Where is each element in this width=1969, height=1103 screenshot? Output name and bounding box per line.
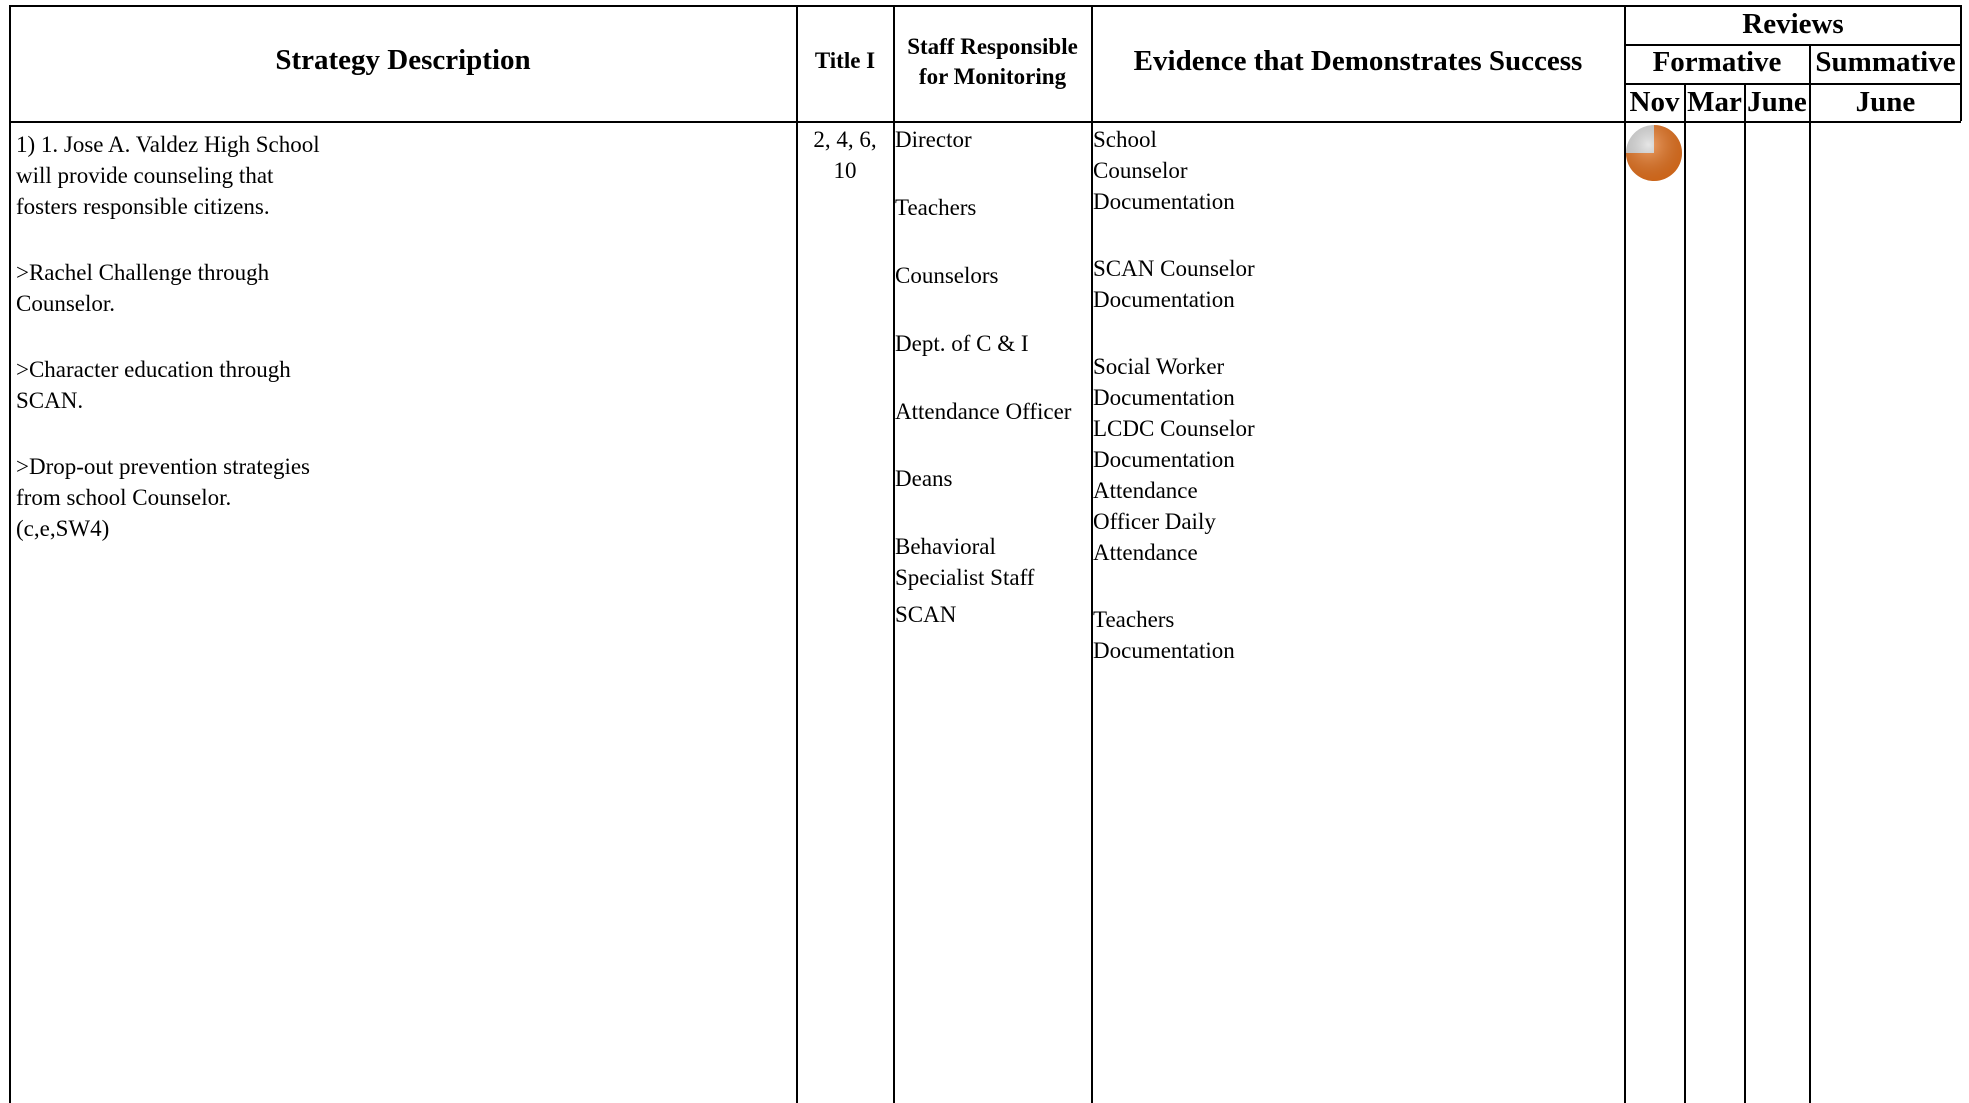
evidence-line: Counselor [1093,158,1188,183]
header-mar [1685,87,1744,119]
header-title-i [797,48,893,73]
header-bottom-border [9,121,1961,123]
staff-item: Director [895,127,972,152]
header-staff-line2: for Monitoring [918,64,1067,89]
header-nov [1625,87,1684,119]
evidence-line: School [1093,127,1157,152]
strategy-line: >Character education through [16,357,291,382]
strategy-line: >Rachel Challenge through [16,260,270,285]
header-staff-line1: Staff Responsible [907,34,1078,59]
staff-cell [895,124,1071,630]
strategy-line: from school Counselor. [16,485,232,510]
title-i-line: 10 [833,158,857,183]
strategy-paragraph [16,451,320,544]
header-strategy-description [10,45,796,77]
strategy-line: will provide counseling that [16,163,274,188]
staff-item: SCAN [895,602,957,627]
evidence-line: Documentation [1093,189,1235,214]
strategy-line: SCAN. [16,388,84,413]
evidence-line: SCAN Counselor [1093,256,1255,281]
header-evidence-text: Evidence that Demonstrates Success [1133,45,1583,77]
strategy-paragraph [16,257,320,319]
staff-item: Attendance Officer [895,399,1072,424]
header-strategy-text: Strategy Description [275,44,531,76]
header-formative-text: Formative [1652,46,1782,78]
evidence-line: Attendance [1093,540,1198,565]
header-reviews-text: Reviews [1742,8,1844,40]
formative-divider [1624,83,1961,85]
header-june-summative-text: June [1855,86,1916,118]
staff-item: Specialist Staff [895,565,1035,590]
strategy-line: 1) 1. Jose A. Valdez High School [16,132,320,157]
header-title-i-text: Title I [814,48,876,73]
staff-item: Dept. of C & I [895,331,1029,356]
header-june-formative [1745,87,1809,119]
header-summative [1810,47,1961,79]
staff-item: Teachers [895,195,977,220]
strategy-line: fosters responsible citizens. [16,194,270,219]
evidence-line: Teachers [1093,607,1175,632]
header-june-formative-text: June [1747,86,1807,118]
evidence-group [1093,604,1255,666]
header-mar-text: Mar [1687,86,1742,118]
evidence-line: Officer Daily [1093,509,1216,534]
evidence-line: Documentation [1093,447,1235,472]
evidence-line: Documentation [1093,638,1235,663]
evidence-line: Attendance [1093,478,1198,503]
evidence-group [1093,124,1255,217]
evidence-line: Documentation [1093,287,1235,312]
staff-item: Counselors [895,263,999,288]
header-reviews [1625,9,1961,41]
staff-item: Deans [895,466,953,491]
evidence-line: Social Worker [1093,354,1225,379]
evidence-line: Documentation [1093,385,1235,410]
col-sep-summative [1809,44,1811,1103]
evidence-cell [1093,124,1255,666]
strategy-description-cell [16,129,320,544]
header-evidence [1092,46,1624,78]
col-sep-june [1744,83,1746,1103]
strategy-paragraph [16,354,320,416]
title-i-line: 2, 4, 6, [813,127,877,152]
evidence-line: LCDC Counselor [1093,416,1255,441]
evidence-group [1093,253,1255,315]
strategy-paragraph [16,129,320,222]
staff-item: Behavioral [895,534,996,559]
header-nov-text: Nov [1629,86,1680,118]
left-border [9,5,11,1103]
header-summative-text: Summative [1815,46,1956,78]
strategy-line: (c,e,SW4) [16,516,110,541]
strategy-line: Counselor. [16,291,116,316]
nov-progress-pie-icon [1625,124,1683,182]
header-formative [1625,47,1809,79]
evidence-group [1093,351,1255,568]
header-june-summative [1810,87,1961,119]
title-i-cell [797,124,893,186]
header-staff-responsible [894,32,1091,92]
strategy-line: >Drop-out prevention strategies [16,454,311,479]
col-sep-mar [1684,83,1686,1103]
table-top-border [9,5,1961,7]
pie-shading [1626,125,1682,181]
